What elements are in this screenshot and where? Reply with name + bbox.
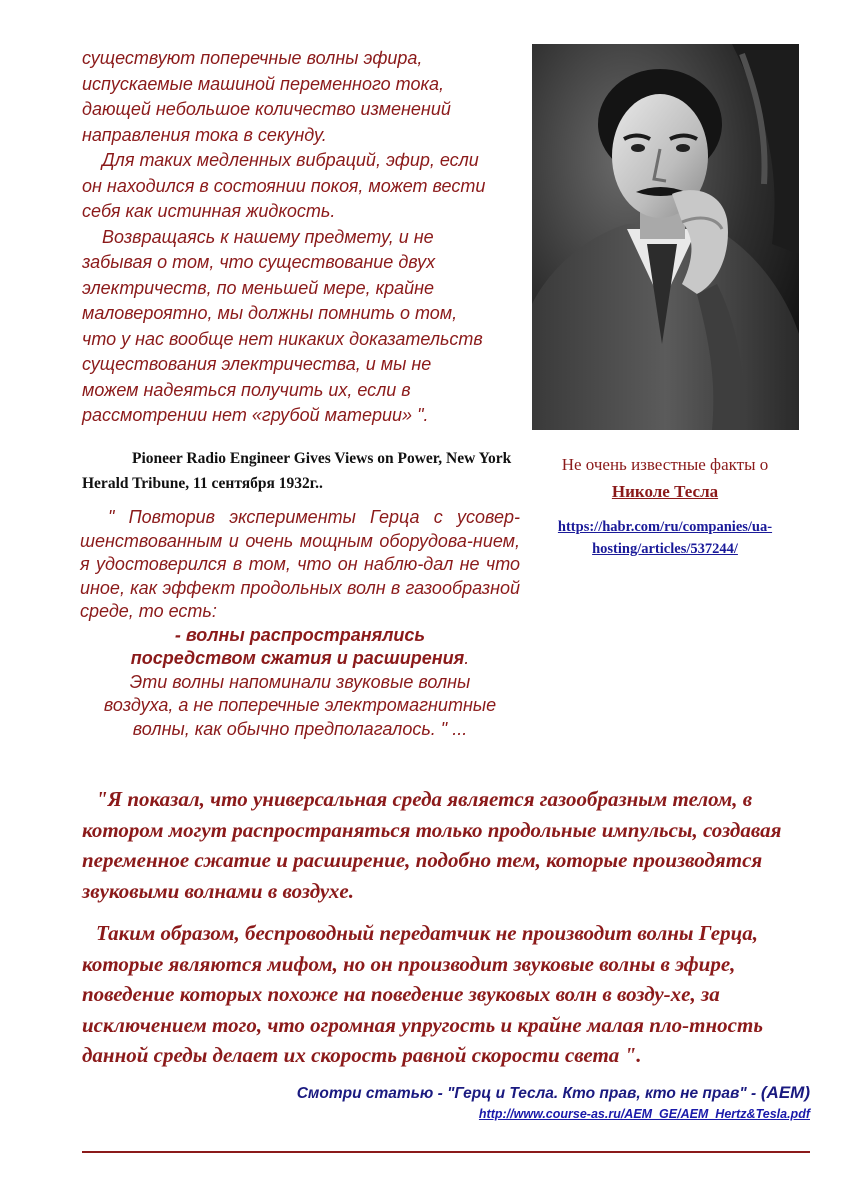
text-line: он находился в состоянии покоя, может вести [82, 175, 486, 196]
quote-intro: " Повторив эксперименты Герца с усовер-шенствованным и очень мощным оборудова-нием, я удостоверился в том, что он наблю-дал не что иное, как эффект продольных волн в газообразной среде, то есть: [80, 507, 520, 621]
text-line: дающей небольшое количество изменений [82, 99, 451, 119]
text-line: себя как истинная жидкость. [82, 201, 336, 221]
source-citation: Pioneer Radio Engineer Gives Views on Power, New York Herald Tribune, 11 сентября 1932г.. [82, 450, 512, 492]
main-quote-paragraph-2: Таким образом, беспроводный передатчик не производит волны Герца, которые являются мифом, но он производит звуковые волны в эфире, поведение которых похоже на поведение звуковых волн в возду-хе, за исключением того, что огромная упругость и крайне малая пло-тность данной среды делает их скорость равной скорости света ". [82, 921, 763, 1067]
ether-text-block [82, 46, 532, 429]
hertz-tesla-pdf-link[interactable]: http://www.course-as.ru/AEM_GE/AEM_Hertz&Tesla.pdf [478, 1107, 810, 1121]
portrait-illustration [532, 44, 799, 430]
text-line: существуют поперечные волны эфира, [82, 48, 423, 68]
paragraph-1 [82, 46, 532, 148]
text-line: можем надеяться получить их, если в [82, 379, 411, 400]
text-line: что у нас вообще нет никаких доказательств [82, 328, 483, 349]
see-article-note [80, 1083, 810, 1103]
quote-emphasis-text: посредством сжатия и расширения [130, 648, 465, 668]
quote-end-2: воздуха, а не поперечные электромагнитные [103, 695, 497, 715]
photo-caption [520, 452, 810, 560]
main-quote-paragraph-1: "Я показал, что универсальная среда является газообразным телом, в котором могут распространяться только продольные импульсы, создавая переменное сжатие и расширение, подобно тем, которые производятся звуковыми волнами в воздухе. [82, 787, 782, 903]
see-article-text: Смотри статью - "Герц и Тесла. Кто прав, кто не прав" - [296, 1085, 757, 1102]
hertz-quote [80, 506, 520, 741]
quote-end-1: Эти волны напоминали звуковые волны [129, 671, 471, 692]
text-line: направления тока в секунду. [82, 124, 327, 145]
text-line: Для таких медленных вибраций, эфир, если [102, 150, 479, 170]
text-line: Возвращаясь к нашему предмету, и не [102, 226, 434, 247]
habr-article-link[interactable] [520, 516, 810, 560]
quote-emphasis-dot: . [464, 648, 470, 668]
caption-name-link[interactable]: Николе Тесла [611, 482, 719, 501]
text-line: забывая о том, что существование двух [82, 252, 436, 272]
bottom-divider [82, 1151, 810, 1153]
text-line: испускаемые машиной переменного тока, [82, 73, 444, 94]
text-line: рассмотрении нет «грубой материи» ". [82, 405, 429, 425]
text-line: маловероятно, мы должны помнить о том, [82, 303, 458, 323]
portrait-photo [532, 44, 799, 430]
habr-link-line-1[interactable]: https://habr.com/ru/companies/ua- [557, 519, 773, 535]
quote-end-3: волны, как обычно предполагалось. " ... [132, 718, 468, 739]
text-line: существования электричества, и мы не [82, 354, 432, 374]
quote-emphasis-1: - волны распространялись [174, 624, 426, 645]
paragraph-2 [82, 148, 532, 225]
paragraph-3 [82, 225, 532, 429]
habr-link-line-2[interactable]: hosting/articles/537244/ [592, 541, 738, 557]
quote-emphasis-2 [80, 647, 520, 671]
caption-text: Не очень известные факты о [561, 455, 769, 474]
see-article-author: (АЕМ) [756, 1083, 810, 1102]
text-line: электричеств, по меньшей мере, крайне [82, 277, 435, 298]
